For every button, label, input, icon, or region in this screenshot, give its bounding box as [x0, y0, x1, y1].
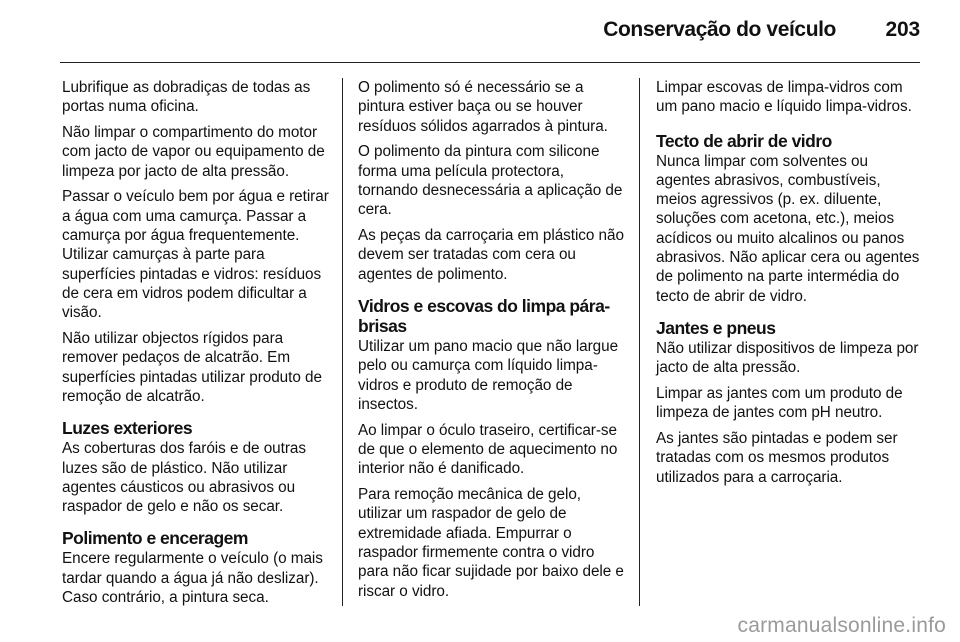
section-title: Conservação do veículo — [603, 18, 836, 41]
text-column-2 — [358, 78, 626, 607]
paragraph: Não utilizar objectos rígidos para remover pedaços de alcatrão. Em superfícies pintadas utilizar produto de remoção de alcatrão. — [62, 330, 322, 405]
paragraph: Para remoção mecânica de gelo, utilizar um raspador de gelo de extremidade afiada. Empurrar o raspador firmemente contra o vidro para não ficar sujidade por baixo dele e riscar o vidro. — [358, 486, 624, 600]
paragraph: Limpar as jantes com um produto de limpeza de jantes com pH neutro. — [656, 385, 903, 422]
column-divider — [342, 78, 343, 606]
section-heading-vidros: Vidros e escovas do limpa pára-brisas — [358, 295, 610, 336]
section-heading-jantes: Jantes e pneus — [656, 317, 776, 338]
paragraph: As jantes são pintadas e podem ser tratadas com os mesmos produtos utilizados para a carroçaria. — [656, 430, 898, 486]
section-heading-polimento: Polimento e enceragem — [62, 528, 248, 549]
paragraph: As coberturas dos faróis e de outras luzes são de plástico. Não utilizar agentes cáusticos ou abrasivos ou raspador de gelo e não os secar. — [62, 440, 306, 516]
text-column-3 — [656, 78, 924, 494]
text-column-1 — [62, 78, 332, 614]
paragraph: O polimento da pintura com silicone forma uma película protectora, tornando desnecessária a aplicação de cera. — [358, 143, 623, 219]
paragraph: Utilizar um pano macio que não largue pelo ou camurça com líquido limpa-vidros e produto de remoção de insectos. — [358, 337, 619, 413]
page-number: 203 — [885, 18, 920, 41]
paragraph: Passar o veículo bem por água e retirar a água com uma camurça. Passar a camurça por água frequentemente. Utilizar camurças à parte para superfícies pintadas e vidros: resíduos de cera em vidros podem dificultar a visão. — [62, 188, 329, 322]
paragraph: As peças da carroçaria em plástico não devem ser tratadas com cera ou agentes de polimento. — [358, 227, 624, 283]
paragraph: Nunca limpar com solventes ou agentes abrasivos, combustíveis, meios agressivos (p. ex. diluente, soluções com acetona, etc.), meios acídicos ou muito alcalinos ou panos abrasivos. Não aplicar cera ou agentes de polimento na parte intermédia do tecto de abrir de vidro. — [656, 152, 920, 305]
paragraph: Não utilizar dispositivos de limpeza por jacto de alta pressão. — [656, 339, 919, 377]
section-heading-luzes: Luzes exteriores — [62, 418, 193, 439]
paragraph: Limpar escovas de limpa-vidros com um pano macio e líquido limpa-vidros. — [656, 79, 912, 116]
page-header — [60, 0, 920, 63]
paragraph: Encere regularmente o veículo (o mais tardar quando a água já não deslizar). Caso contrário, a pintura seca. — [62, 550, 323, 607]
column-divider — [639, 78, 640, 606]
paragraph: Não limpar o compartimento do motor com jacto de vapor ou equipamento de limpeza por jacto de alta pressão. — [62, 124, 325, 180]
paragraph: O polimento só é necessário se a pintura estiver baça ou se houver resíduos sólidos agarrados à pintura. — [358, 79, 608, 135]
section-heading-tecto: Tecto de abrir de vidro — [656, 130, 832, 151]
watermark: carmanualsonline.info — [737, 614, 946, 637]
paragraph: Lubrifique as dobradiças de todas as portas numa oficina. — [62, 79, 311, 116]
paragraph: Ao limpar o óculo traseiro, certificar-se de que o elemento de aquecimento no interior não é danificado. — [358, 421, 618, 478]
